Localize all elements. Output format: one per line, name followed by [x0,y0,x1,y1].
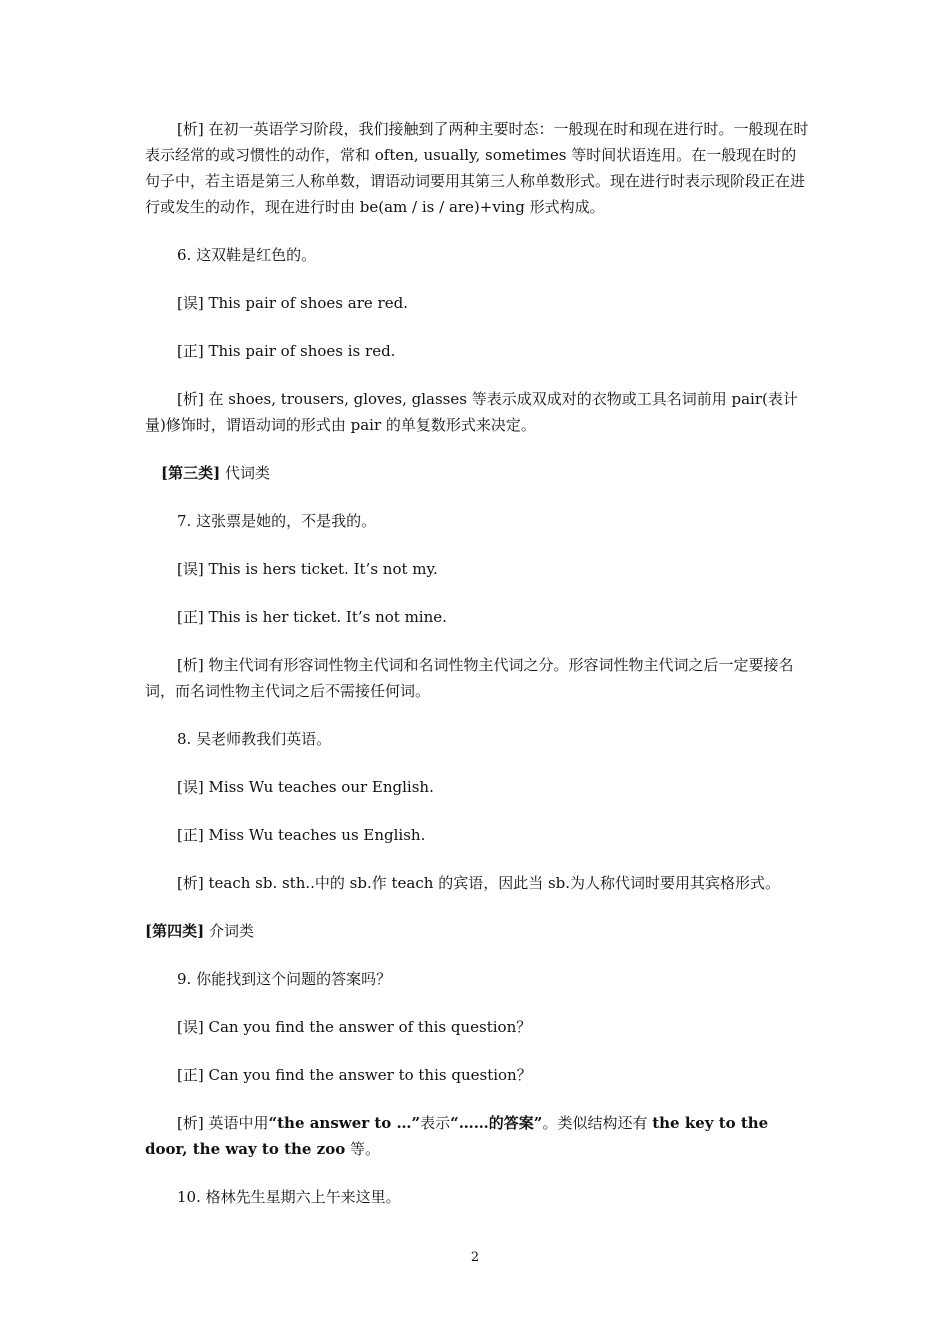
question-8: 8. 吴老师教我们英语。 [177,730,332,748]
question-8-analysis: [析] teach sb. sth..中的 sb.作 teach 的宾语，因此当 sb.为人称代词时要用其宾格形式。 [177,874,781,892]
question-6: 6. 这双鞋是红色的。 [177,246,317,264]
question-6-right: [正] This pair of shoes is red. [177,342,396,360]
question-9-analysis-text-1: [析] 英语中用 [177,1114,269,1132]
question-9-analysis-bold-1: “the answer to …” [268,1114,421,1132]
category-3-heading [145,460,809,486]
question-9-analysis [145,1110,809,1162]
category-4-label: [第四类] [145,922,205,940]
question-8-wrong: [误] Miss Wu teaches our English. [177,778,434,796]
question-7-right: [正] This is her ticket. It’s not mine. [177,608,447,626]
question-9-analysis-text-2: 表示 [420,1114,451,1132]
question-9-analysis-bold-2: “……的答案” [450,1114,543,1132]
category-4-title: 介词类 [204,922,254,940]
question-8-right: [正] Miss Wu teaches us English. [177,826,426,844]
tense-analysis-paragraph: [析] 在初一英语学习阶段，我们接触到了两种主要时态：一般现在时和现在进行时。一般现在时表示经常的或习惯性的动作，常和 often, usually, sometimes 等时间状语连用。在一般现在时的句子中，若主语是第三人称单数，谓语动词要用其第三人称单数形式。现在进行时表示现阶段正在进行或发生的动作，现在进行时由 be(am / is / are)+ving 形式构成。 [145,120,809,216]
question-6-wrong: [误] This pair of shoes are red. [177,294,408,312]
category-3-label: [第三类] [161,464,221,482]
question-6-analysis: [析] 在 shoes, trousers, gloves, glasses 等表示成双成对的衣物或工具名词前用 pair(表计量)修饰时，谓语动词的形式由 pair 的单复数形式来决定。 [145,390,798,434]
question-9-analysis-text-3: 。类似结构还有 [542,1114,653,1132]
page-content [145,116,809,1232]
question-9-analysis-bold-3: the key to the door, the way to the zoo [145,1114,769,1158]
question-10: 10. 格林先生星期六上午来这里。 [177,1188,401,1206]
question-9: 9. 你能找到这个问题的答案吗？ [177,970,392,988]
question-9-wrong: [误] Can you find the answer of this question？ [177,1018,532,1036]
question-7: 7. 这张票是她的，不是我的。 [177,512,377,530]
page-number: 2 [470,1250,480,1265]
category-3-title: 代词类 [220,464,270,482]
category-4-heading [145,918,809,944]
question-9-analysis-text-4: 等。 [345,1140,380,1158]
question-7-wrong: [误] This is hers ticket. It’s not my. [177,560,438,578]
question-9-right: [正] Can you find the answer to this question？ [177,1066,532,1084]
question-7-analysis: [析] 物主代词有形容词性物主代词和名词性物主代词之分。形容词性物主代词之后一定要接名词，而名词性物主代词之后不需接任何词。 [145,656,794,700]
